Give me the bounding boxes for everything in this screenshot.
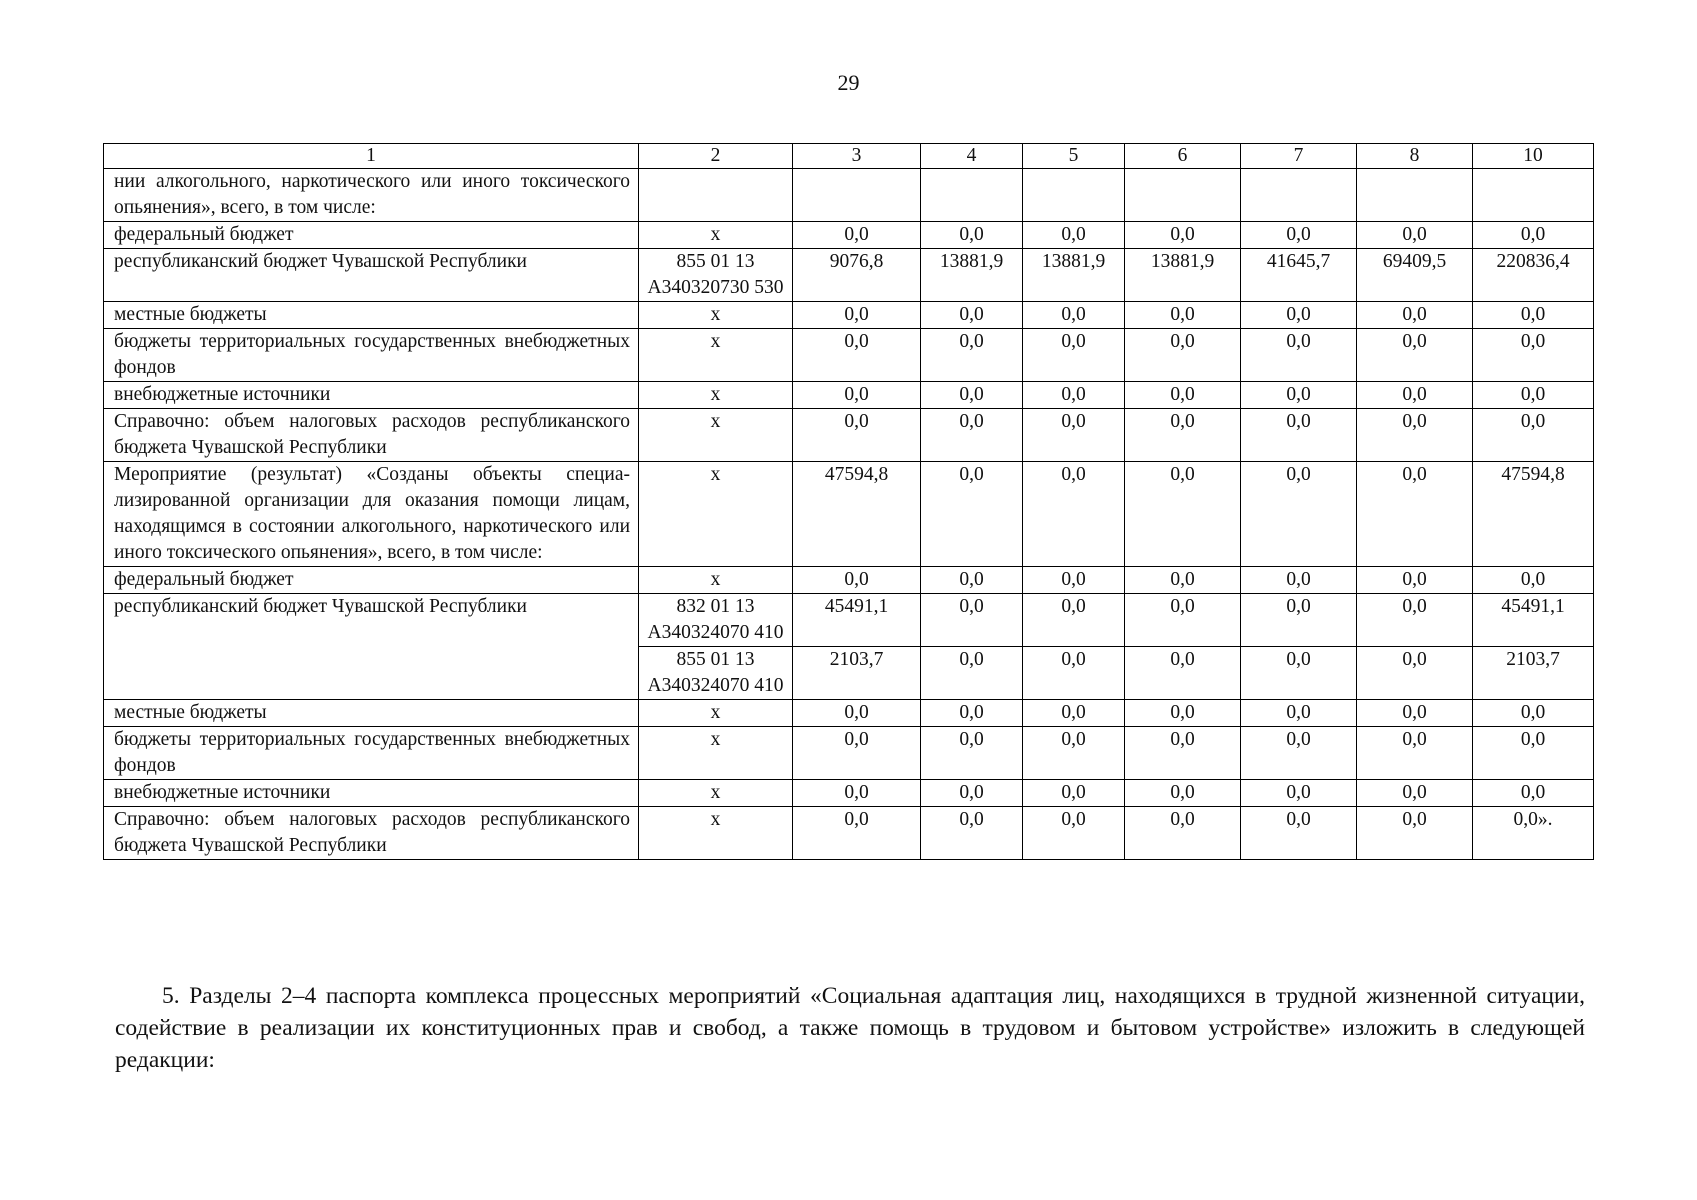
- row-name: Мероприятие (результат) «Созданы объекты специализированной организации для оказания помощи лицам, находящимся в состоянии алкогольного, наркотического или иного токсического опьянения», всего, в том числе:: [104, 462, 639, 567]
- budget-code: x: [639, 700, 793, 727]
- value-cell: 0,0: [921, 647, 1023, 700]
- value-cell: 0,0: [921, 462, 1023, 567]
- budget-code: x: [639, 329, 793, 382]
- row-name: бюджеты территориальных государственных внебюджетных фондов: [104, 727, 639, 780]
- value-cell: 0,0: [1473, 700, 1594, 727]
- value-cell: [1241, 169, 1357, 222]
- value-cell: 0,0: [1125, 700, 1241, 727]
- table-row: [104, 169, 1594, 222]
- value-cell: 0,0: [1357, 409, 1473, 462]
- value-cell: 47594,8: [1473, 462, 1594, 567]
- value-cell: 0,0: [1023, 780, 1125, 807]
- value-cell: 0,0: [1357, 727, 1473, 780]
- row-name: республиканский бюджет Чувашской Республики: [104, 594, 639, 700]
- value-cell: 0,0: [921, 382, 1023, 409]
- value-cell: 0,0: [793, 329, 921, 382]
- value-cell: 0,0: [921, 807, 1023, 860]
- value-cell: 0,0: [1125, 647, 1241, 700]
- page-number: 29: [837, 70, 860, 95]
- value-cell: 0,0: [1125, 462, 1241, 567]
- value-cell: 0,0: [1023, 807, 1125, 860]
- value-cell: 0,0: [1357, 700, 1473, 727]
- value-cell: 0,0: [1473, 727, 1594, 780]
- value-cell: 0,0: [1125, 222, 1241, 249]
- value-cell: 0,0: [793, 567, 921, 594]
- value-cell: 0,0: [1241, 647, 1357, 700]
- table-row: [104, 807, 1594, 860]
- value-cell: 0,0: [1125, 567, 1241, 594]
- value-cell: 0,0: [793, 302, 921, 329]
- table-row: [104, 780, 1594, 807]
- value-cell: 0,0: [1357, 647, 1473, 700]
- table-row: [104, 329, 1594, 382]
- value-cell: 0,0: [1473, 567, 1594, 594]
- column-header: 3: [793, 144, 921, 169]
- budget-code: 832 01 13 А340324070 410: [639, 594, 793, 647]
- value-cell: 0,0: [1125, 382, 1241, 409]
- column-header: 8: [1357, 144, 1473, 169]
- value-cell: 0,0: [1241, 567, 1357, 594]
- value-cell: 0,0: [1023, 302, 1125, 329]
- budget-code: 855 01 13 А340320730 530: [639, 249, 793, 302]
- row-name: внебюджетные источники: [104, 382, 639, 409]
- value-cell: 0,0: [1125, 409, 1241, 462]
- row-name: Справочно: объем налоговых расходов республиканского бюджета Чувашской Республики: [104, 807, 639, 860]
- table-row: [104, 700, 1594, 727]
- value-cell: [1125, 169, 1241, 222]
- value-cell: 0,0: [1241, 780, 1357, 807]
- value-cell: 0,0: [1023, 700, 1125, 727]
- value-cell: 0,0: [1473, 780, 1594, 807]
- value-cell: 45491,1: [1473, 594, 1594, 647]
- budget-code: x: [639, 780, 793, 807]
- budget-code: x: [639, 567, 793, 594]
- value-cell: 0,0: [1241, 594, 1357, 647]
- value-cell: 0,0: [1023, 594, 1125, 647]
- value-cell: 45491,1: [793, 594, 921, 647]
- value-cell: 0,0: [1125, 727, 1241, 780]
- value-cell: 0,0: [1357, 222, 1473, 249]
- value-cell: 0,0: [1473, 409, 1594, 462]
- column-header: 4: [921, 144, 1023, 169]
- value-cell: 69409,5: [1357, 249, 1473, 302]
- column-header: 6: [1125, 144, 1241, 169]
- value-cell: 0,0: [1125, 594, 1241, 647]
- value-cell: 0,0: [1473, 329, 1594, 382]
- value-cell: [921, 169, 1023, 222]
- value-cell: 0,0: [1023, 329, 1125, 382]
- row-name: местные бюджеты: [104, 302, 639, 329]
- table-row: [104, 302, 1594, 329]
- budget-code: x: [639, 727, 793, 780]
- value-cell: [1023, 169, 1125, 222]
- column-header: 2: [639, 144, 793, 169]
- column-header: 1: [104, 144, 639, 169]
- value-cell: 0,0: [1357, 329, 1473, 382]
- value-cell: [1357, 169, 1473, 222]
- value-cell: 0,0: [921, 780, 1023, 807]
- table-row: [104, 462, 1594, 567]
- value-cell: 0,0: [1023, 222, 1125, 249]
- value-cell: 0,0: [1241, 222, 1357, 249]
- value-cell: 0,0: [793, 409, 921, 462]
- value-cell: 0,0: [1241, 462, 1357, 567]
- value-cell: 0,0: [1241, 302, 1357, 329]
- value-cell: 13881,9: [1023, 249, 1125, 302]
- value-cell: 0,0: [921, 329, 1023, 382]
- budget-code: x: [639, 807, 793, 860]
- budget-table: [103, 143, 1594, 860]
- value-cell: [793, 169, 921, 222]
- value-cell: 0,0: [1357, 594, 1473, 647]
- budget-code: x: [639, 382, 793, 409]
- value-cell: 0,0: [1125, 807, 1241, 860]
- value-cell: 0,0: [921, 409, 1023, 462]
- value-cell: [1473, 169, 1594, 222]
- value-cell: 0,0: [921, 594, 1023, 647]
- value-cell: 13881,9: [921, 249, 1023, 302]
- column-header: 5: [1023, 144, 1125, 169]
- value-cell: 0,0: [793, 780, 921, 807]
- budget-code: x: [639, 302, 793, 329]
- row-name: федеральный бюджет: [104, 222, 639, 249]
- row-name: республиканский бюджет Чувашской Республики: [104, 249, 639, 302]
- row-name: федеральный бюджет: [104, 567, 639, 594]
- value-cell: 41645,7: [1241, 249, 1357, 302]
- value-cell: 0,0: [1023, 567, 1125, 594]
- value-cell: 0,0: [921, 567, 1023, 594]
- value-cell: 47594,8: [793, 462, 921, 567]
- value-cell: 0,0: [1023, 382, 1125, 409]
- row-name: местные бюджеты: [104, 700, 639, 727]
- value-cell: 0,0: [1125, 329, 1241, 382]
- budget-code: x: [639, 222, 793, 249]
- value-cell: 0,0: [1023, 647, 1125, 700]
- value-cell: 0,0: [1473, 302, 1594, 329]
- table-row: [104, 594, 1594, 647]
- value-cell: 0,0: [793, 700, 921, 727]
- row-name: Справочно: объем налоговых расходов республиканского бюджета Чувашской Республики: [104, 409, 639, 462]
- table-header: [104, 144, 1594, 169]
- value-cell: 13881,9: [1125, 249, 1241, 302]
- budget-code: 855 01 13 А340324070 410: [639, 647, 793, 700]
- value-cell: 9076,8: [793, 249, 921, 302]
- budget-code: [639, 169, 793, 222]
- value-cell: 0,0: [1241, 409, 1357, 462]
- budget-code: x: [639, 409, 793, 462]
- table-row: [104, 222, 1594, 249]
- value-cell: 0,0: [793, 807, 921, 860]
- budget-code: x: [639, 462, 793, 567]
- value-cell: 0,0: [921, 222, 1023, 249]
- value-cell: 0,0: [1241, 329, 1357, 382]
- value-cell: 0,0: [921, 727, 1023, 780]
- value-cell: 0,0: [1125, 780, 1241, 807]
- value-cell: 0,0: [1125, 302, 1241, 329]
- table-row: [104, 727, 1594, 780]
- value-cell: 0,0: [1023, 462, 1125, 567]
- value-cell: 0,0: [1241, 382, 1357, 409]
- value-cell: 0,0: [1357, 807, 1473, 860]
- column-header: 10: [1473, 144, 1594, 169]
- value-cell: 0,0: [1023, 727, 1125, 780]
- column-header: 7: [1241, 144, 1357, 169]
- row-name: внебюджетные источники: [104, 780, 639, 807]
- value-cell: 0,0: [793, 382, 921, 409]
- value-cell: 0,0: [1357, 462, 1473, 567]
- value-cell: 220836,4: [1473, 249, 1594, 302]
- value-cell: 0,0: [793, 727, 921, 780]
- value-cell: 0,0: [1357, 780, 1473, 807]
- value-cell: 0,0: [1241, 700, 1357, 727]
- table-row: [104, 382, 1594, 409]
- value-cell: 0,0: [921, 302, 1023, 329]
- value-cell: 0,0».: [1473, 807, 1594, 860]
- row-name: нии алкогольного, наркотического или иного токсического опьянения», всего, в том числе:: [104, 169, 639, 222]
- value-cell: 0,0: [1357, 302, 1473, 329]
- table-row: [104, 249, 1594, 302]
- table-row: [104, 567, 1594, 594]
- value-cell: 0,0: [1357, 567, 1473, 594]
- value-cell: 0,0: [1473, 222, 1594, 249]
- value-cell: 2103,7: [1473, 647, 1594, 700]
- value-cell: 0,0: [1473, 382, 1594, 409]
- value-cell: 0,0: [793, 222, 921, 249]
- value-cell: 0,0: [1023, 409, 1125, 462]
- value-cell: 2103,7: [793, 647, 921, 700]
- amendment-paragraph: 5. Разделы 2–4 паспорта комплекса процессных мероприятий «Социальная адаптация лиц, находящихся в трудной жизненной ситуации, содействие в реализации их конституционных прав и свобод, а также помощь в трудовом и бытовом устройстве» изложить в следующей редакции:: [115, 983, 1585, 1073]
- row-name: бюджеты территориальных государственных внебюджетных фондов: [104, 329, 639, 382]
- value-cell: 0,0: [1241, 807, 1357, 860]
- value-cell: 0,0: [921, 700, 1023, 727]
- table-row: [104, 409, 1594, 462]
- value-cell: 0,0: [1241, 727, 1357, 780]
- value-cell: 0,0: [1357, 382, 1473, 409]
